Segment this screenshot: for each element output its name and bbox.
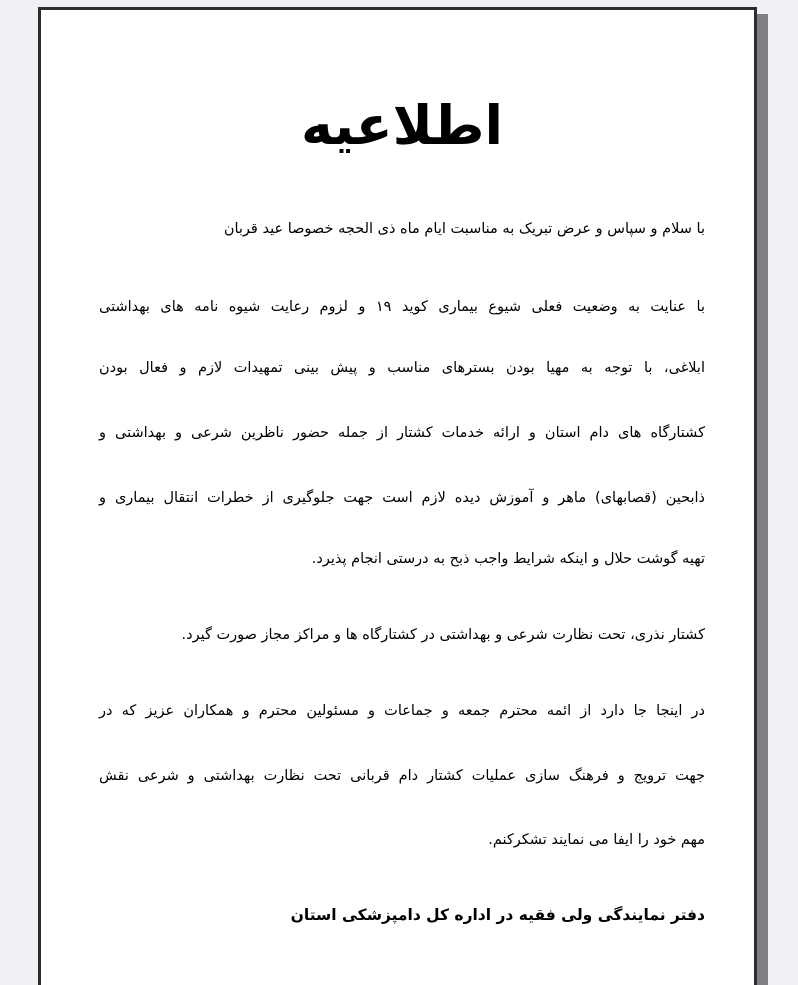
paragraph1-line1: با عنایت به وضعیت فعلی شیوع بیماری کوید ۱۹ و لزوم رعایت شیوه نامه های بهداشتی — [99, 299, 705, 315]
signature: دفتر نمایندگی ولی فقیه در اداره کل دامپزشکی استان — [290, 906, 705, 924]
document-title: اطلاعیه — [300, 94, 504, 157]
paragraph2-line: کشتار نذری، تحت نظارت شرعی و بهداشتی در کشتارگاه ها و مراکز مجاز صورت گیرد. — [181, 627, 705, 643]
greeting-line: با سلام و سپاس و عرض تبریک به مناسبت ایام ماه ذی الحجه خصوصا عید قربان — [223, 221, 705, 237]
document-page — [38, 7, 757, 985]
paragraph3-line2: جهت ترویج و فرهنگ سازی عملیات کشتار دام قربانی تحت نظارت بهداشتی و شرعی نقش — [99, 768, 705, 784]
paragraph1-line2: ابلاغی، با توجه به مهیا بودن بسترهای مناسب و پیش بینی تمهیدات لازم و فعال بودن — [99, 360, 705, 376]
paragraph1-line4: ذابحین (قصابهای) ماهر و آموزش دیده لازم است جهت جلوگیری از خطرات انتقال بیماری و — [99, 490, 705, 506]
paragraph1-line5: تهیه گوشت حلال و اینکه شرایط واجب ذبح به درستی انجام پذیرد. — [311, 551, 705, 567]
paragraph3-line3: مهم خود را ایفا می نمایند تشکرکنم. — [488, 832, 705, 848]
paragraph3-line1: در اینجا جا دارد از ائمه محترم جمعه و جماعات و مسئولین محترم و همکاران عزیز که در — [99, 703, 705, 719]
paragraph1-line3: کشتارگاه های دام استان و ارائه خدمات کشتار از جمله حضور ناظرین شرعی و بهداشتی و — [99, 425, 705, 441]
